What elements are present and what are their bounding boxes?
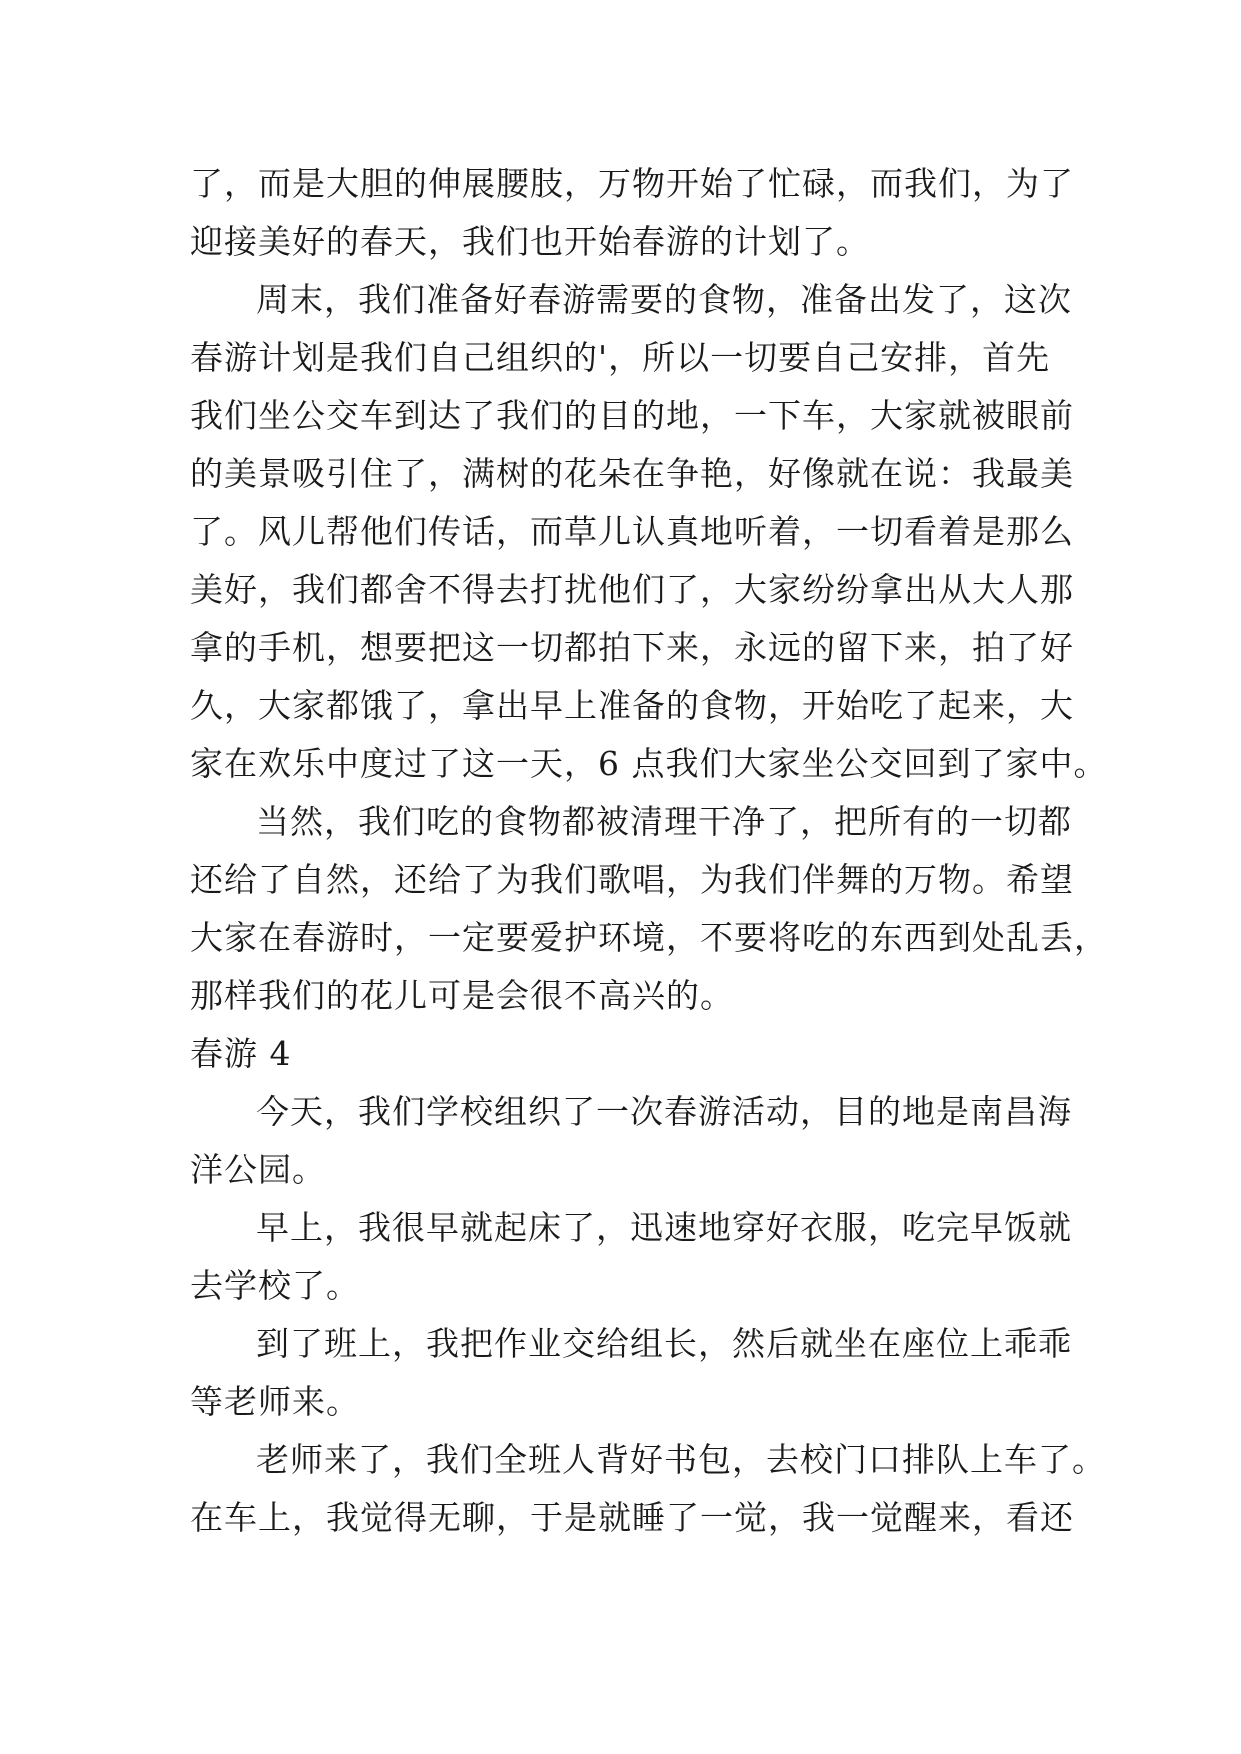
text-line: 老师来了，我们全班人背好书包，去校门口排队上车了。 bbox=[256, 1440, 1106, 1479]
text-line: 美好，我们都舍不得去打扰他们了，大家纷纷拿出从大人那 bbox=[190, 570, 1074, 609]
text-line: 我们坐公交车到达了我们的目的地，一下车，大家就被眼前 bbox=[190, 396, 1074, 435]
text-line: 迎接美好的春天，我们也开始春游的计划了。 bbox=[190, 222, 870, 261]
text-line: 久，大家都饿了，拿出早上准备的食物，开始吃了起来，大 bbox=[190, 686, 1074, 725]
section-heading: 春游 4 bbox=[190, 1034, 292, 1073]
text-line: 大家在春游时，一定要爱护环境，不要将吃的东西到处乱丢， bbox=[190, 918, 1108, 957]
text-line: 还给了自然，还给了为我们歌唱，为我们伴舞的万物。希望 bbox=[190, 860, 1074, 899]
text-line: 早上，我很早就起床了，迅速地穿好衣服，吃完早饭就 bbox=[256, 1208, 1072, 1247]
text-line: 了。风儿帮他们传话，而草儿认真地听着，一切看着是那么 bbox=[190, 512, 1074, 551]
text-line: 当然，我们吃的食物都被清理干净了，把所有的一切都 bbox=[256, 802, 1072, 841]
text-line: 家在欢乐中度过了这一天，6 点我们大家坐公交回到了家中。 bbox=[190, 744, 1108, 783]
text-line: 等老师来。 bbox=[190, 1382, 360, 1421]
text-line: 洋公园。 bbox=[190, 1150, 326, 1189]
text-line: 到了班上，我把作业交给组长，然后就坐在座位上乖乖 bbox=[256, 1324, 1072, 1363]
text-line: 春游计划是我们自己组织的'，所以一切要自己安排，首先 bbox=[190, 338, 1051, 377]
text-line: 周末，我们准备好春游需要的食物，准备出发了，这次 bbox=[256, 280, 1072, 319]
text-line: 今天，我们学校组织了一次春游活动，目的地是南昌海 bbox=[256, 1092, 1072, 1131]
text-line: 了，而是大胆的伸展腰肢，万物开始了忙碌，而我们，为了 bbox=[190, 164, 1074, 203]
text-line: 的美景吸引住了，满树的花朵在争艳，好像就在说：我最美 bbox=[190, 454, 1074, 493]
body-text bbox=[190, 155, 1108, 1547]
text-line: 在车上，我觉得无聊，于是就睡了一觉，我一觉醒来，看还 bbox=[190, 1498, 1074, 1537]
text-line: 去学校了。 bbox=[190, 1266, 360, 1305]
text-line: 拿的手机，想要把这一切都拍下来，永远的留下来，拍了好 bbox=[190, 628, 1074, 667]
text-line: 那样我们的花儿可是会很不高兴的。 bbox=[190, 976, 734, 1015]
